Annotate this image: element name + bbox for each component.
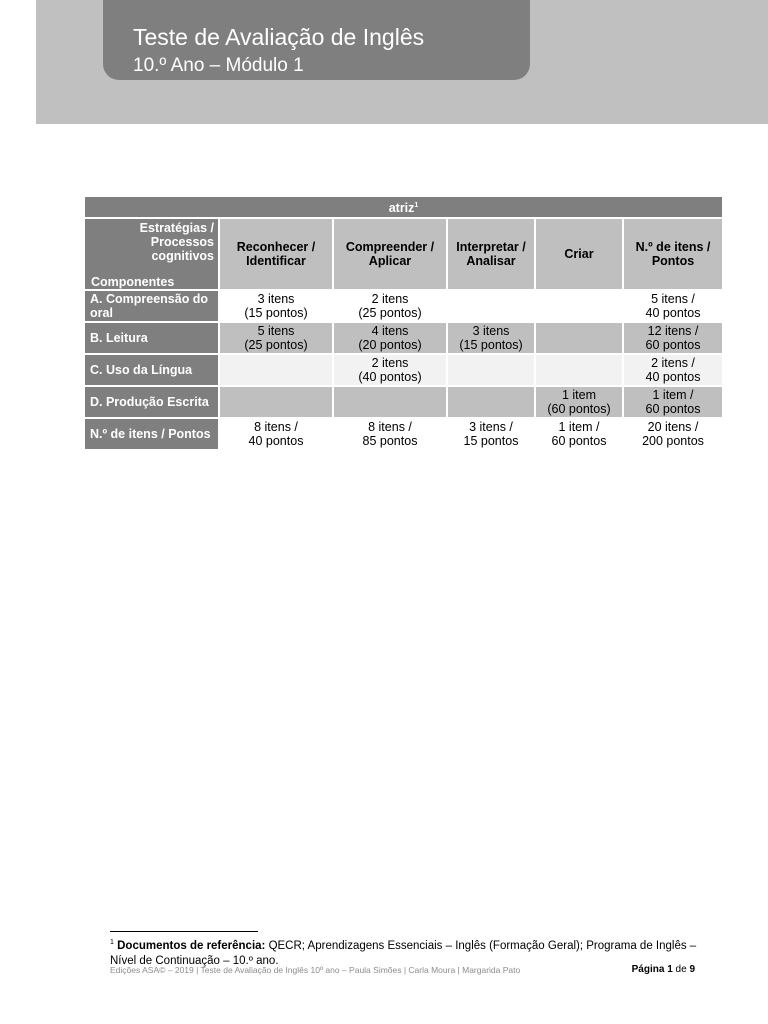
page-total: 9 (689, 964, 695, 975)
column-header: Interpretar / Analisar (447, 218, 535, 290)
page-label: Página (631, 964, 668, 975)
table-row (84, 322, 723, 354)
footnote (110, 935, 710, 969)
document-title: Teste de Avaliação de Inglês (133, 24, 425, 50)
row-header: C. Uso da Língua (84, 354, 219, 386)
table-cell: 5 itens / 40 pontos (623, 290, 723, 322)
table-cell: 3 itens (15 pontos) (219, 290, 333, 322)
page-indicator (632, 964, 695, 975)
table-cell: 1 item (60 pontos) (535, 386, 623, 418)
document-subtitle: 10.º Ano – Módulo 1 (133, 55, 304, 76)
table-cell: 5 itens (25 pontos) (219, 322, 333, 354)
table-cell (447, 386, 535, 418)
row-header: A. Compreensão do oral (84, 290, 219, 322)
matrix-caption (84, 196, 723, 218)
row-header: B. Leitura (84, 322, 219, 354)
table-cell: 2 itens (40 pontos) (333, 354, 447, 386)
row-header: D. Produção Escrita (84, 386, 219, 418)
footnote-label: Documentos de referência: (117, 939, 266, 952)
matrix-caption-text: atriz (388, 201, 415, 216)
table-cell (333, 386, 447, 418)
table-row (84, 354, 723, 386)
table-cell (447, 354, 535, 386)
table-cell (447, 290, 535, 322)
table-cell: 8 itens / 40 pontos (219, 418, 333, 450)
table-cell: 12 itens / 60 pontos (623, 322, 723, 354)
table-cell (219, 386, 333, 418)
page-current: 1 (667, 964, 673, 975)
footer-credits: Edições ASA© – 2019 | Teste de Avaliação de Inglês 10º ano – Paula Simões | Carla Moura | Margarida Pato (110, 965, 521, 975)
column-header: Criar (535, 218, 623, 290)
page-separator: de (672, 964, 690, 975)
table-cell (219, 354, 333, 386)
column-header: Reconhecer / Identificar (219, 218, 333, 290)
table-cell (535, 290, 623, 322)
table-cell: 1 item / 60 pontos (535, 418, 623, 450)
corner-header-components: Componentes (91, 275, 175, 289)
footnote-number: 1 (110, 939, 114, 946)
corner-header-strategies: Estratégias / Processos cognitivos (139, 221, 214, 263)
table-cell: 1 item / 60 pontos (623, 386, 723, 418)
table-cell (535, 322, 623, 354)
corner-header-cell (84, 218, 219, 290)
assessment-matrix-table (83, 195, 724, 451)
table-cell: 20 itens / 200 pontos (623, 418, 723, 450)
footnote-separator (110, 931, 258, 932)
column-header: N.º de itens / Pontos (623, 218, 723, 290)
table-cell: 8 itens / 85 pontos (333, 418, 447, 450)
row-header: N.º de itens / Pontos (84, 418, 219, 450)
footnote-text: QECR; Aprendizagens Essenciais – Inglês (Formação Geral); Programa de Inglês – Nível de Continuação – 10.º ano. (110, 939, 697, 967)
table-row (84, 386, 723, 418)
table-row (84, 418, 723, 450)
table-cell: 4 itens (20 pontos) (333, 322, 447, 354)
table-cell: 2 itens / 40 pontos (623, 354, 723, 386)
table-cell: 3 itens (15 pontos) (447, 322, 535, 354)
table-row (84, 290, 723, 322)
table-cell (535, 354, 623, 386)
table-cell: 3 itens / 15 pontos (447, 418, 535, 450)
table-cell: 2 itens (25 pontos) (333, 290, 447, 322)
matrix-caption-footnote-ref: 1 (414, 201, 419, 209)
column-header: Compreender / Aplicar (333, 218, 447, 290)
